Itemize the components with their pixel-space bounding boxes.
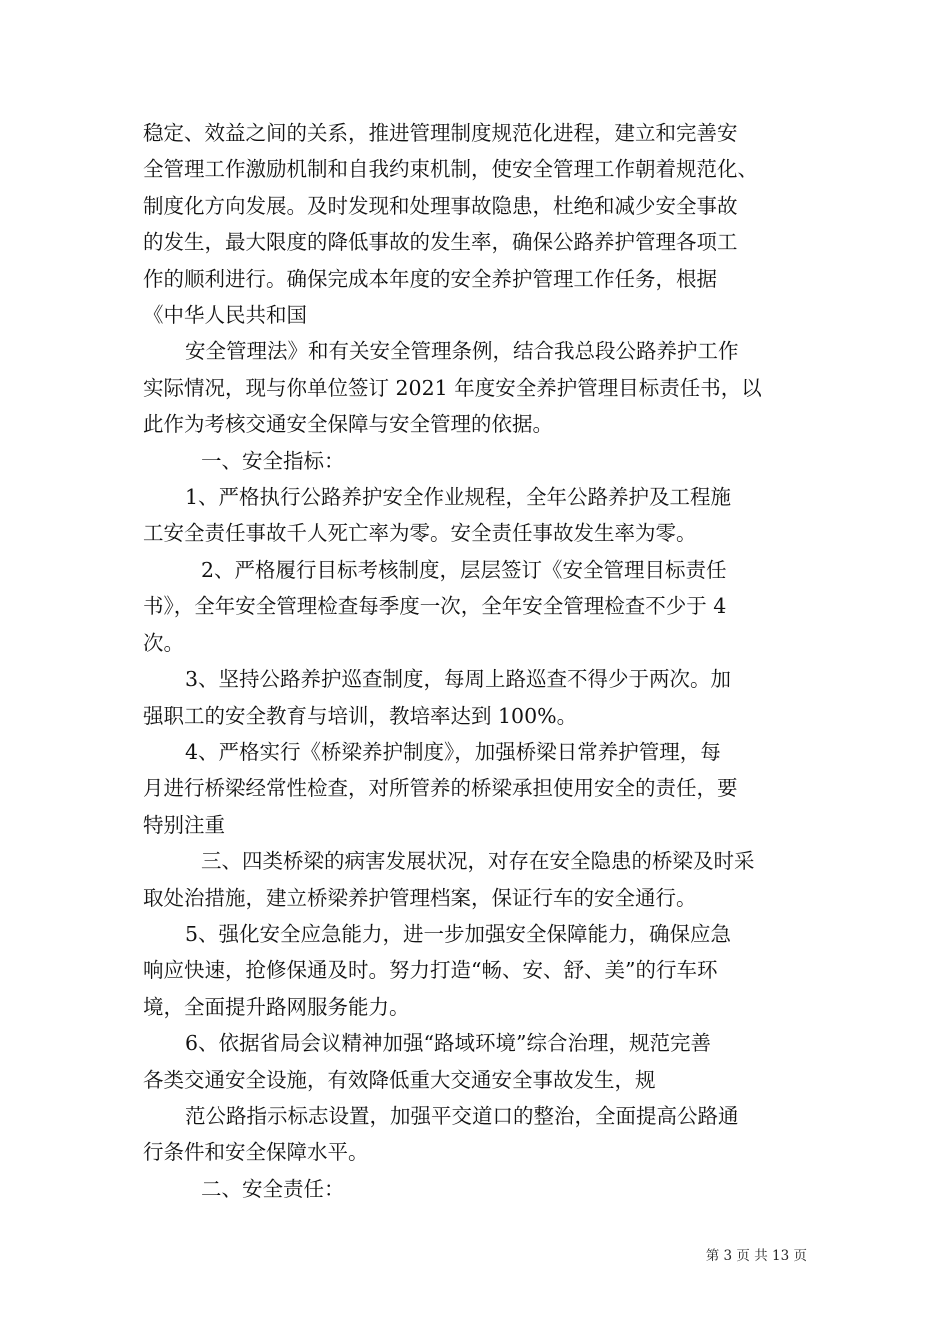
text-line-2: 全管理工作激励机制和自我约束机制，使安全管理工作朝着规范化、 (143, 157, 758, 182)
text-line-16: 3、坚持公路养护巡查制度，每周上路巡查不得少于两次。加 (185, 667, 732, 692)
text-line-7: 安全管理法》和有关安全管理条例，结合我总段公路养护工作 (185, 339, 739, 364)
text-line-19: 月进行桥梁经常性检查，对所管养的桥梁承担使用安全的责任，要 (143, 776, 738, 801)
section-heading-1: 一、安全指标： (201, 448, 345, 473)
text-line-21: 三、四类桥梁的病害发展状况，对存在安全隐患的桥梁及时采 (201, 849, 755, 874)
text-line-23: 5、强化安全应急能力，进一步加强安全保障能力，确保应急 (185, 921, 732, 946)
page-number-footer: 第 3 页 共 13 页 (705, 1248, 807, 1264)
text-line-12: 工安全责任事故千人死亡率为零。安全责任事故发生率为零。 (143, 521, 697, 546)
text-line-1: 稳定、效益之间的关系，推进管理制度规范化进程，建立和完善安 (143, 121, 738, 145)
text-line-5: 作的顺利进行。确保完成本年度的安全养护管理工作任务，根据 (143, 266, 717, 291)
text-line-28: 范公路指示标志设置，加强平交道口的整治，全面提高公路通 (185, 1103, 739, 1128)
text-line-24: 响应快速，抢修保通及时。努力打造“畅、安、舒、美”的行车环 (143, 958, 718, 983)
text-line-20: 特别注重 (143, 812, 225, 837)
text-line-17: 强职工的安全教育与培训，教培率达到 100%。 (143, 703, 578, 728)
text-line-26: 6、依据省局会议精神加强“路域环境”综合治理，规范完善 (185, 1031, 712, 1056)
text-line-3: 制度化方向发展。及时发现和处理事故隐患，杜绝和减少安全事故 (143, 193, 738, 218)
text-line-27: 各类交通安全设施，有效降低重大交通安全事故发生，规 (143, 1067, 656, 1092)
text-line-11: 1、严格执行公路养护安全作业规程，全年公路养护及工程施 (185, 485, 732, 510)
text-line-9: 此作为考核交通安全保障与安全管理的依据。 (143, 412, 553, 437)
text-line-15: 次。 (143, 630, 184, 655)
document-body (143, 115, 808, 1207)
text-line-13: 2、严格履行目标考核制度，层层签订《安全管理目标责任 (201, 557, 727, 582)
text-line-25: 境，全面提升路网服务能力。 (143, 994, 410, 1019)
text-line-22: 取处治措施，建立桥梁养护管理档案，保证行车的安全通行。 (143, 885, 697, 910)
text-line-14: 书》，全年安全管理检查每季度一次，全年安全管理检查不少于 4 (143, 594, 727, 619)
text-line-18: 4、严格实行《桥梁养护制度》，加强桥梁日常养护管理，每 (185, 739, 721, 764)
text-line-29: 行条件和安全保障水平。 (143, 1140, 369, 1165)
text-line-4: 的发生，最大限度的降低事故的发生率，确保公路养护管理各项工 (143, 230, 738, 255)
section-heading-2: 二、安全责任： (201, 1176, 345, 1201)
text-line-8: 实际情况，现与你单位签订 2021 年度安全养护管理目标责任书，以 (143, 375, 762, 400)
text-line-6: 《中华人民共和国 (143, 303, 307, 328)
